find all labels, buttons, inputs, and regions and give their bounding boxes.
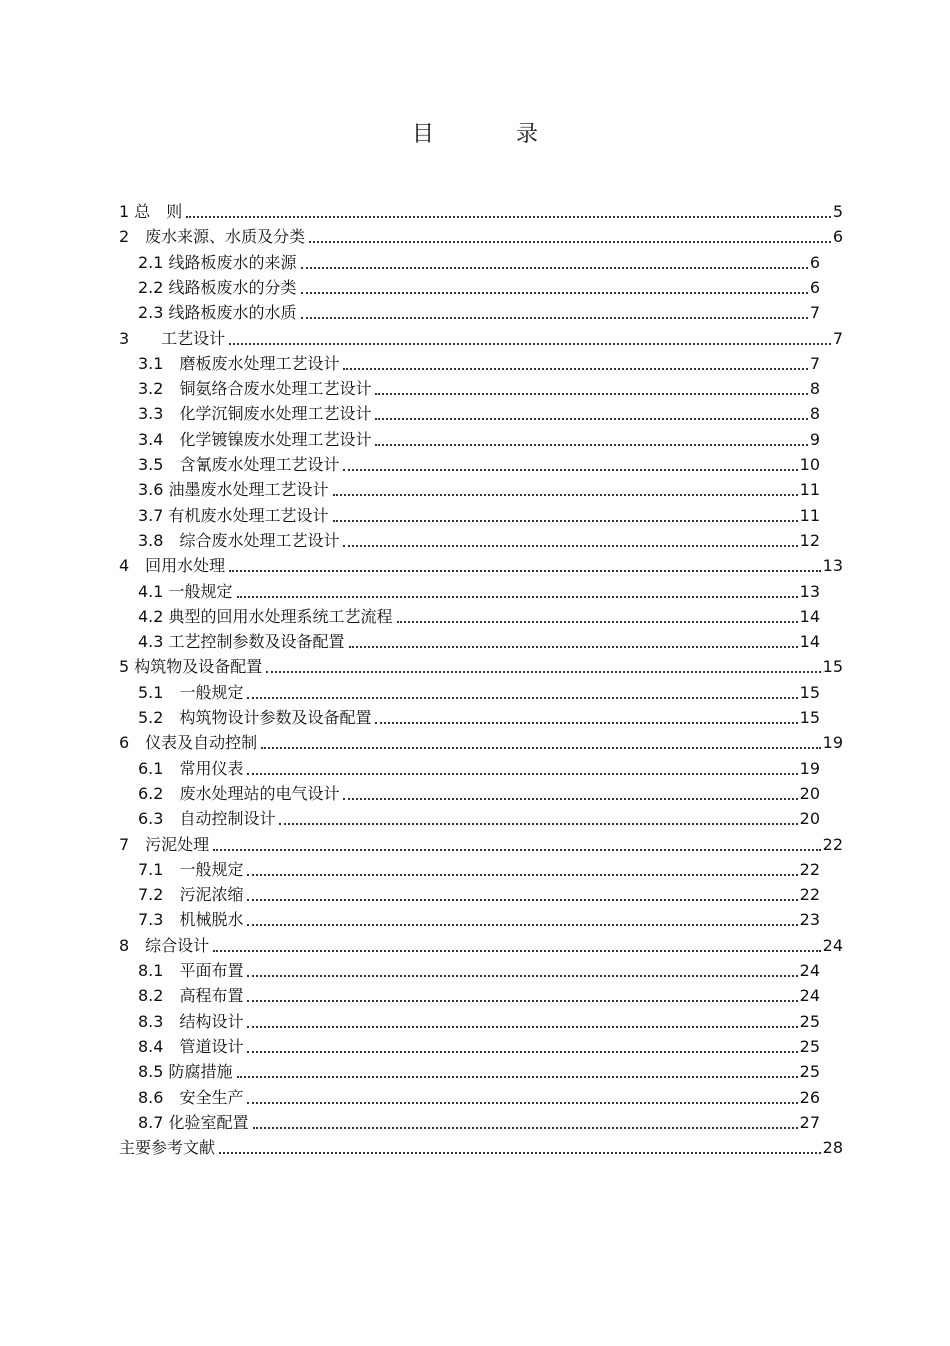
toc-entry-page-number: 11 (799, 505, 820, 525)
dot-leader (266, 670, 820, 673)
toc-entry[interactable] (138, 982, 820, 1006)
toc-entry[interactable] (119, 1134, 843, 1158)
dot-leader (309, 240, 831, 243)
toc-entry[interactable] (119, 932, 843, 956)
toc-entry-label: 3.6 油墨废水处理工艺设计 (138, 480, 329, 500)
toc-entry-page-number: 20 (799, 783, 820, 803)
toc-entry-label: 8.2 高程布置 (138, 986, 244, 1006)
toc-entry-page-number: 14 (799, 606, 820, 626)
dot-leader (229, 342, 831, 345)
toc-entry[interactable] (138, 1058, 820, 1082)
toc-entry-page-number: 19 (822, 733, 843, 753)
dot-leader (343, 367, 807, 370)
toc-entry[interactable] (138, 375, 820, 399)
toc-entry-page-number: 10 (799, 455, 820, 474)
toc-entry-page-number: 5 (832, 202, 843, 221)
dot-leader (343, 544, 797, 547)
dot-leader (186, 215, 831, 218)
toc-entry-label: 6.2 废水处理站的电气设计 (138, 783, 340, 803)
toc-entry-page-number: 22 (822, 834, 843, 854)
toc-entry[interactable] (138, 856, 820, 880)
toc-entry-label: 5.2 构筑物设计参数及设备配置 (138, 708, 372, 727)
toc-entry-page-number: 11 (799, 480, 820, 500)
toc-entry[interactable] (138, 299, 820, 323)
toc-entry-label: 7.1 一般规定 (138, 859, 244, 879)
dot-leader (247, 999, 797, 1002)
toc-entry[interactable] (138, 881, 820, 905)
toc-entry[interactable] (138, 502, 820, 526)
toc-entry-label: 主要参考文献 (119, 1138, 216, 1158)
dot-leader (301, 266, 808, 269)
toc-entry-page-number: 7 (809, 303, 820, 323)
toc-entry[interactable] (119, 831, 843, 855)
dot-leader (349, 645, 798, 648)
dot-leader (247, 974, 797, 977)
dot-leader (333, 493, 798, 496)
toc-entry-page-number: 27 (799, 1112, 820, 1132)
toc-entry[interactable] (119, 198, 843, 222)
toc-entry-page-number: 20 (799, 809, 820, 829)
dot-leader (279, 822, 797, 825)
dot-leader (261, 746, 820, 749)
toc-entry[interactable] (138, 780, 820, 804)
dot-leader (237, 595, 798, 598)
dot-leader (247, 873, 797, 876)
dot-leader (375, 417, 807, 420)
toc-entry-page-number: 9 (809, 429, 820, 449)
toc-entry-page-number: 25 (799, 1036, 820, 1056)
toc-entry[interactable] (138, 451, 820, 475)
dot-leader (247, 1101, 797, 1104)
toc-entry[interactable] (138, 1109, 820, 1133)
toc-entry-label: 4.3 工艺控制参数及设备配置 (138, 632, 345, 652)
toc-entry-page-number: 8 (809, 404, 820, 424)
toc-entry[interactable] (119, 653, 843, 677)
toc-entry-page-number: 8 (809, 379, 820, 399)
toc-entry-label: 7 污泥处理 (119, 834, 210, 854)
dot-leader (247, 923, 797, 926)
dot-leader (213, 848, 820, 851)
toc-entry-page-number: 14 (799, 632, 820, 652)
toc-entry-label: 4.1 一般规定 (138, 581, 233, 601)
toc-entry-page-number: 15 (822, 657, 843, 677)
toc-entry[interactable] (138, 249, 820, 273)
toc-entry-label: 3.4 化学镀镍废水处理工艺设计 (138, 429, 372, 449)
toc-entry-label: 1 总 则 (119, 202, 183, 221)
toc-entry-label: 6.1 常用仪表 (138, 758, 244, 778)
toc-entry[interactable] (138, 704, 820, 728)
toc-entry-page-number: 24 (799, 986, 820, 1006)
toc-entry[interactable] (119, 729, 843, 753)
toc-entry[interactable] (119, 325, 843, 349)
dot-leader (333, 519, 798, 522)
toc-entry-label: 8.4 管道设计 (138, 1036, 244, 1056)
dot-leader (253, 1126, 798, 1129)
toc-entry-label: 2.1 线路板废水的来源 (138, 252, 297, 272)
toc-entry-page-number: 26 (799, 1087, 820, 1107)
toc-entry-page-number: 24 (799, 961, 820, 980)
toc-entry-page-number: 13 (822, 556, 843, 576)
dot-leader (237, 1075, 798, 1078)
dot-leader (247, 696, 797, 699)
dot-leader (397, 620, 798, 623)
toc-entry[interactable] (138, 679, 820, 703)
toc-entry-page-number: 25 (799, 1062, 820, 1082)
toc-entry-label: 7.3 机械脱水 (138, 910, 244, 930)
toc-entry[interactable] (119, 223, 843, 247)
toc-entry-label: 3.7 有机废水处理工艺设计 (138, 505, 329, 525)
toc-entry-page-number: 25 (799, 1011, 820, 1031)
toc-entry[interactable] (138, 603, 820, 627)
toc-entry-label: 8.3 结构设计 (138, 1011, 244, 1031)
toc-entry-label: 8.1 平面布置 (138, 961, 244, 980)
page-title: 目 录 (411, 122, 568, 147)
toc-entry-page-number: 28 (822, 1138, 843, 1158)
toc-entry-label: 5 构筑物及设备配置 (119, 657, 263, 677)
toc-entry[interactable] (138, 628, 820, 652)
toc-entry-page-number: 24 (822, 935, 843, 955)
toc-entry-label: 3.8 综合废水处理工艺设计 (138, 530, 340, 550)
dot-leader (247, 1050, 797, 1053)
toc-entry[interactable] (138, 957, 820, 981)
toc-entry-page-number: 15 (799, 682, 820, 702)
dot-leader (247, 898, 797, 901)
dot-leader (375, 443, 807, 446)
toc-entry-page-number: 6 (809, 252, 820, 272)
toc-entry-page-number: 6 (809, 277, 820, 297)
toc-entry[interactable] (138, 426, 820, 450)
toc-entry[interactable] (138, 527, 820, 551)
toc-entry-label: 3.3 化学沉铜废水处理工艺设计 (138, 404, 372, 424)
dot-leader (247, 1025, 797, 1028)
toc-entry[interactable] (138, 1008, 820, 1032)
toc-entry-label: 2.3 线路板废水的水质 (138, 303, 297, 323)
toc-entry-label: 8.5 防腐措施 (138, 1062, 233, 1082)
toc-entry-page-number: 15 (799, 708, 820, 727)
toc-entry[interactable] (138, 805, 820, 829)
toc-entry[interactable] (138, 755, 820, 779)
dot-leader (343, 797, 797, 800)
toc-entry-label: 3.5 含氰废水处理工艺设计 (138, 455, 340, 474)
toc-entry-label: 8.7 化验室配置 (138, 1112, 249, 1132)
toc-entry[interactable] (138, 350, 820, 374)
dot-leader (375, 721, 797, 724)
dot-leader (343, 468, 797, 471)
toc-entry-label: 8 综合设计 (119, 935, 210, 955)
dot-leader (229, 569, 820, 572)
toc-entry-label: 4 回用水处理 (119, 556, 226, 576)
dot-leader (219, 1151, 821, 1154)
toc-entry[interactable] (138, 578, 820, 602)
toc-entry[interactable] (138, 476, 820, 500)
toc-entry[interactable] (138, 1033, 820, 1057)
toc-entry-label: 6.3 自动控制设计 (138, 809, 276, 829)
toc-entry-page-number: 6 (832, 227, 843, 247)
toc-entry-label: 7.2 污泥浓缩 (138, 885, 244, 905)
toc-entry-page-number: 23 (799, 910, 820, 930)
toc-entry[interactable] (119, 552, 843, 576)
toc-entry-label: 5.1 一般规定 (138, 682, 244, 702)
toc-entry-page-number: 13 (799, 581, 820, 601)
toc-entry-page-number: 19 (799, 758, 820, 778)
toc-entry[interactable] (138, 1084, 820, 1108)
dot-leader (375, 392, 807, 395)
toc-entry-label: 2.2 线路板废水的分类 (138, 277, 297, 297)
toc-entry-label: 6 仪表及自动控制 (119, 733, 258, 753)
toc-entry-page-number: 12 (799, 530, 820, 550)
toc-entry[interactable] (138, 400, 820, 424)
toc-entry-label: 4.2 典型的回用水处理系统工艺流程 (138, 606, 393, 626)
toc-entry-label: 3.2 铜氨络合废水处理工艺设计 (138, 379, 372, 399)
toc-entry[interactable] (138, 906, 820, 930)
dot-leader (247, 772, 797, 775)
toc-entry-page-number: 7 (809, 353, 820, 373)
dot-leader (301, 316, 808, 319)
toc-entry-label: 3 工艺设计 (119, 328, 226, 348)
toc-entry[interactable] (138, 274, 820, 298)
toc-entry-page-number: 22 (799, 885, 820, 905)
toc-entry-label: 8.6 安全生产 (138, 1087, 244, 1107)
toc-entry-label: 3.1 磨板废水处理工艺设计 (138, 353, 340, 373)
toc-entry-label: 2 废水来源、水质及分类 (119, 227, 306, 247)
dot-leader (213, 949, 820, 952)
toc-entry-page-number: 7 (832, 328, 843, 348)
toc-entry-page-number: 22 (799, 859, 820, 879)
dot-leader (301, 291, 808, 294)
